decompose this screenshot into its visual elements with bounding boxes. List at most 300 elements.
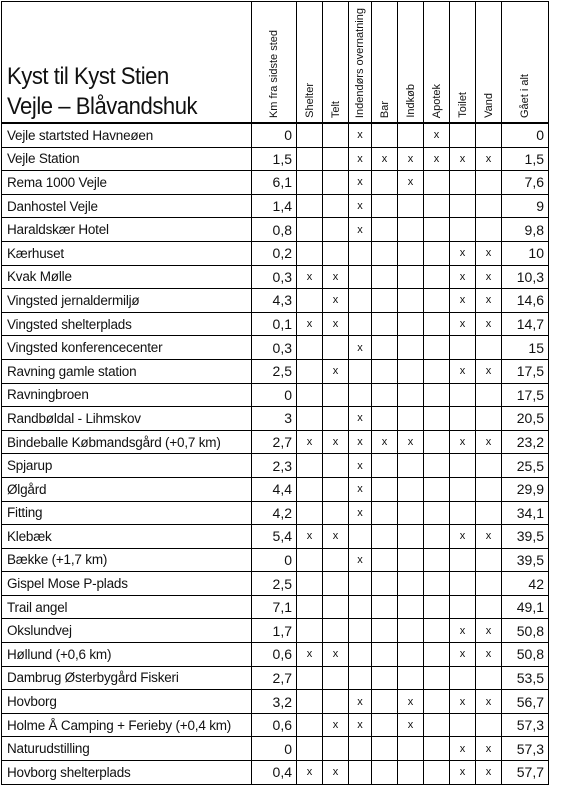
- mark-bar: [372, 289, 398, 313]
- title-line-2: Vejle – Blåvandshuk: [7, 93, 198, 120]
- total-km: 50,8: [502, 643, 549, 667]
- mark-indendoers: x: [349, 123, 372, 147]
- column-header-telt: Telt: [323, 2, 349, 124]
- mark-bar: [372, 737, 398, 761]
- mark-bar: [372, 643, 398, 667]
- location-name: Kvak Mølle: [2, 265, 252, 289]
- mark-shelter: [297, 737, 323, 761]
- mark-toilet: x: [450, 525, 476, 549]
- mark-indkoeb: [398, 218, 424, 242]
- mark-indendoers: x: [349, 477, 372, 501]
- page-title: [2, 2, 252, 124]
- mark-telt: [323, 501, 349, 525]
- mark-toilet: x: [450, 241, 476, 265]
- location-name: Rema 1000 Vejle: [2, 171, 252, 195]
- mark-toilet: x: [450, 737, 476, 761]
- mark-indendoers: [349, 265, 372, 289]
- mark-telt: [323, 454, 349, 478]
- total-km: 57,3: [502, 737, 549, 761]
- mark-vand: [476, 171, 502, 195]
- location-name: Bække (+1,7 km): [2, 548, 252, 572]
- mark-telt: [323, 666, 349, 690]
- km-from-last: 0,6: [252, 643, 297, 667]
- mark-telt: [323, 383, 349, 407]
- mark-shelter: [297, 147, 323, 171]
- mark-vand: x: [476, 289, 502, 313]
- mark-indkoeb: [398, 407, 424, 431]
- mark-bar: [372, 690, 398, 714]
- location-name: Fitting: [2, 501, 252, 525]
- mark-bar: [372, 194, 398, 218]
- mark-bar: [372, 572, 398, 596]
- mark-apotek: [424, 595, 450, 619]
- mark-indkoeb: [398, 761, 424, 785]
- mark-vand: [476, 407, 502, 431]
- mark-shelter: x: [297, 643, 323, 667]
- total-km: 1,5: [502, 147, 549, 171]
- mark-indkoeb: x: [398, 690, 424, 714]
- total-km: 50,8: [502, 619, 549, 643]
- mark-vand: x: [476, 643, 502, 667]
- km-from-last: 0,6: [252, 713, 297, 737]
- table-row: [2, 501, 549, 525]
- mark-telt: [323, 619, 349, 643]
- km-from-last: 3,2: [252, 690, 297, 714]
- location-name: Naturudstilling: [2, 737, 252, 761]
- mark-apotek: [424, 359, 450, 383]
- mark-toilet: [450, 477, 476, 501]
- mark-apotek: [424, 501, 450, 525]
- km-from-last: 1,5: [252, 147, 297, 171]
- total-km: 9,8: [502, 218, 549, 242]
- mark-apotek: [424, 690, 450, 714]
- location-name: Ravning gamle station: [2, 359, 252, 383]
- location-name: Bindeballe Købmandsgård (+0,7 km): [2, 430, 252, 454]
- mark-vand: [476, 454, 502, 478]
- mark-toilet: [450, 383, 476, 407]
- mark-indkoeb: [398, 737, 424, 761]
- mark-shelter: [297, 454, 323, 478]
- mark-telt: [323, 171, 349, 195]
- mark-vand: [476, 713, 502, 737]
- mark-toilet: x: [450, 690, 476, 714]
- km-from-last: 2,5: [252, 572, 297, 596]
- km-from-last: 3: [252, 407, 297, 431]
- mark-bar: [372, 666, 398, 690]
- mark-vand: [476, 572, 502, 596]
- table-row: [2, 241, 549, 265]
- table-row: [2, 690, 549, 714]
- mark-indendoers: x: [349, 194, 372, 218]
- table-row: [2, 477, 549, 501]
- mark-apotek: [424, 312, 450, 336]
- mark-telt: [323, 737, 349, 761]
- mark-apotek: [424, 336, 450, 360]
- table-row: [2, 265, 549, 289]
- location-name: Hovborg shelterplads: [2, 761, 252, 785]
- mark-indkoeb: [398, 289, 424, 313]
- mark-apotek: [424, 666, 450, 690]
- mark-telt: [323, 690, 349, 714]
- mark-bar: [372, 501, 398, 525]
- mark-apotek: [424, 643, 450, 667]
- location-name: Okslundvej: [2, 619, 252, 643]
- km-from-last: 2,3: [252, 454, 297, 478]
- mark-shelter: [297, 619, 323, 643]
- mark-apotek: x: [424, 123, 450, 147]
- table-row: [2, 737, 549, 761]
- km-from-last: 0,1: [252, 312, 297, 336]
- mark-toilet: x: [450, 619, 476, 643]
- mark-indendoers: x: [349, 336, 372, 360]
- column-header-apotek: Apotek: [424, 2, 450, 124]
- mark-telt: [323, 218, 349, 242]
- mark-bar: [372, 171, 398, 195]
- location-name: Spjarup: [2, 454, 252, 478]
- mark-shelter: [297, 666, 323, 690]
- mark-bar: [372, 359, 398, 383]
- km-from-last: 0: [252, 548, 297, 572]
- mark-indendoers: x: [349, 713, 372, 737]
- table-row: [2, 171, 549, 195]
- location-name: Trail angel: [2, 595, 252, 619]
- location-name: Dambrug Østerbygård Fiskeri: [2, 666, 252, 690]
- table-row: [2, 289, 549, 313]
- mark-telt: [323, 336, 349, 360]
- mark-apotek: [424, 572, 450, 596]
- mark-bar: [372, 265, 398, 289]
- mark-indkoeb: [398, 525, 424, 549]
- mark-vand: [476, 218, 502, 242]
- location-name: Kærhuset: [2, 241, 252, 265]
- table-row: [2, 619, 549, 643]
- mark-telt: [323, 147, 349, 171]
- column-header-bar: Bar: [372, 2, 398, 124]
- mark-apotek: [424, 218, 450, 242]
- total-km: 15: [502, 336, 549, 360]
- location-name: Hovborg: [2, 690, 252, 714]
- mark-telt: [323, 241, 349, 265]
- mark-apotek: [424, 713, 450, 737]
- mark-toilet: x: [450, 359, 476, 383]
- mark-shelter: x: [297, 312, 323, 336]
- mark-toilet: x: [450, 289, 476, 313]
- mark-telt: [323, 548, 349, 572]
- mark-bar: [372, 383, 398, 407]
- table-row: [2, 123, 549, 147]
- mark-bar: [372, 761, 398, 785]
- mark-indkoeb: x: [398, 147, 424, 171]
- km-from-last: 7,1: [252, 595, 297, 619]
- mark-indendoers: [349, 312, 372, 336]
- total-km: 14,6: [502, 289, 549, 313]
- mark-shelter: [297, 289, 323, 313]
- mark-indendoers: [349, 241, 372, 265]
- location-name: Vingsted konferencecenter: [2, 336, 252, 360]
- column-header-indkoeb: Indkøb: [398, 2, 424, 124]
- mark-telt: x: [323, 643, 349, 667]
- mark-shelter: x: [297, 430, 323, 454]
- mark-indendoers: x: [349, 407, 372, 431]
- mark-indkoeb: [398, 501, 424, 525]
- total-km: 14,7: [502, 312, 549, 336]
- mark-indkoeb: [398, 194, 424, 218]
- column-header-indendoers: Indendørs overnatning: [349, 2, 372, 124]
- location-name: Vejle startsted Havneøen: [2, 123, 252, 147]
- mark-vand: x: [476, 690, 502, 714]
- table-row: [2, 336, 549, 360]
- mark-indkoeb: [398, 572, 424, 596]
- km-from-last: 0,4: [252, 761, 297, 785]
- table-row: [2, 407, 549, 431]
- mark-indkoeb: [398, 359, 424, 383]
- mark-indkoeb: [398, 595, 424, 619]
- km-from-last: 2,5: [252, 359, 297, 383]
- mark-indendoers: x: [349, 171, 372, 195]
- km-from-last: 0,3: [252, 336, 297, 360]
- mark-shelter: x: [297, 265, 323, 289]
- mark-bar: [372, 525, 398, 549]
- mark-vand: x: [476, 312, 502, 336]
- mark-apotek: [424, 477, 450, 501]
- mark-vand: x: [476, 241, 502, 265]
- mark-indendoers: [349, 359, 372, 383]
- mark-bar: x: [372, 147, 398, 171]
- mark-indkoeb: x: [398, 171, 424, 195]
- total-km: 9: [502, 194, 549, 218]
- km-from-last: 5,4: [252, 525, 297, 549]
- mark-bar: [372, 407, 398, 431]
- km-from-last: 4,4: [252, 477, 297, 501]
- mark-shelter: [297, 407, 323, 431]
- mark-toilet: [450, 666, 476, 690]
- table-row: [2, 643, 549, 667]
- mark-telt: [323, 194, 349, 218]
- total-km: 57,3: [502, 713, 549, 737]
- km-from-last: 0,8: [252, 218, 297, 242]
- mark-indendoers: x: [349, 430, 372, 454]
- mark-toilet: x: [450, 430, 476, 454]
- mark-bar: [372, 336, 398, 360]
- mark-apotek: [424, 194, 450, 218]
- km-from-last: 0: [252, 123, 297, 147]
- title-line-1: Kyst til Kyst Stien: [7, 63, 169, 90]
- location-name: Klebæk: [2, 525, 252, 549]
- total-km: 10,3: [502, 265, 549, 289]
- mark-apotek: [424, 289, 450, 313]
- table-row: [2, 218, 549, 242]
- mark-apotek: [424, 525, 450, 549]
- mark-shelter: [297, 690, 323, 714]
- mark-shelter: [297, 572, 323, 596]
- mark-telt: [323, 477, 349, 501]
- total-km: 49,1: [502, 595, 549, 619]
- total-km: 17,5: [502, 359, 549, 383]
- table-row: [2, 666, 549, 690]
- km-from-last: 4,3: [252, 289, 297, 313]
- mark-toilet: [450, 595, 476, 619]
- mark-indkoeb: [398, 548, 424, 572]
- location-name: Ølgård: [2, 477, 252, 501]
- table-row: [2, 147, 549, 171]
- mark-indendoers: [349, 666, 372, 690]
- mark-indkoeb: [398, 123, 424, 147]
- mark-vand: x: [476, 147, 502, 171]
- mark-toilet: [450, 218, 476, 242]
- table-row: [2, 359, 549, 383]
- mark-apotek: [424, 761, 450, 785]
- mark-apotek: [424, 171, 450, 195]
- mark-indendoers: x: [349, 690, 372, 714]
- km-from-last: 0: [252, 737, 297, 761]
- mark-indkoeb: [398, 666, 424, 690]
- km-from-last: 6,1: [252, 171, 297, 195]
- location-name: Høllund (+0,6 km): [2, 643, 252, 667]
- mark-shelter: [297, 218, 323, 242]
- mark-toilet: x: [450, 265, 476, 289]
- mark-indendoers: x: [349, 147, 372, 171]
- mark-indendoers: x: [349, 454, 372, 478]
- mark-shelter: [297, 171, 323, 195]
- mark-toilet: [450, 171, 476, 195]
- table-row: [2, 572, 549, 596]
- mark-vand: x: [476, 737, 502, 761]
- total-km: 20,5: [502, 407, 549, 431]
- table-row: [2, 454, 549, 478]
- mark-vand: x: [476, 265, 502, 289]
- km-from-last: 0,2: [252, 241, 297, 265]
- mark-toilet: [450, 123, 476, 147]
- mark-indkoeb: [398, 383, 424, 407]
- table-row: [2, 548, 549, 572]
- mark-telt: x: [323, 359, 349, 383]
- mark-indkoeb: [398, 643, 424, 667]
- mark-bar: [372, 713, 398, 737]
- mark-vand: x: [476, 430, 502, 454]
- mark-shelter: [297, 501, 323, 525]
- mark-bar: [372, 241, 398, 265]
- column-header-vand: Vand: [476, 2, 502, 124]
- mark-vand: [476, 666, 502, 690]
- mark-indendoers: [349, 737, 372, 761]
- mark-bar: [372, 548, 398, 572]
- mark-indkoeb: [398, 336, 424, 360]
- mark-shelter: [297, 194, 323, 218]
- total-km: 10: [502, 241, 549, 265]
- mark-telt: [323, 595, 349, 619]
- mark-indkoeb: x: [398, 713, 424, 737]
- mark-indkoeb: [398, 619, 424, 643]
- route-table: [1, 1, 549, 785]
- total-km: 7,6: [502, 171, 549, 195]
- mark-vand: [476, 548, 502, 572]
- mark-apotek: [424, 265, 450, 289]
- mark-vand: [476, 383, 502, 407]
- mark-shelter: [297, 359, 323, 383]
- mark-shelter: x: [297, 525, 323, 549]
- mark-apotek: [424, 407, 450, 431]
- mark-toilet: x: [450, 147, 476, 171]
- mark-toilet: [450, 454, 476, 478]
- mark-shelter: [297, 241, 323, 265]
- mark-apotek: x: [424, 147, 450, 171]
- location-name: Vejle Station: [2, 147, 252, 171]
- location-name: Ravningbroen: [2, 383, 252, 407]
- location-name: Haraldskær Hotel: [2, 218, 252, 242]
- km-from-last: 1,4: [252, 194, 297, 218]
- mark-bar: [372, 312, 398, 336]
- mark-apotek: [424, 430, 450, 454]
- mark-indendoers: [349, 761, 372, 785]
- mark-shelter: x: [297, 761, 323, 785]
- km-from-last: 2,7: [252, 430, 297, 454]
- mark-vand: [476, 194, 502, 218]
- location-name: Holme Å Camping + Ferieby (+0,4 km): [2, 713, 252, 737]
- mark-shelter: [297, 336, 323, 360]
- column-header-toilet: Toilet: [450, 2, 476, 124]
- mark-bar: [372, 123, 398, 147]
- mark-vand: [476, 477, 502, 501]
- km-from-last: 0: [252, 383, 297, 407]
- table-row: [2, 761, 549, 785]
- mark-indendoers: [349, 525, 372, 549]
- total-km: 57,7: [502, 761, 549, 785]
- table-row: [2, 595, 549, 619]
- mark-telt: x: [323, 525, 349, 549]
- location-name: Randbøldal - Lihmskov: [2, 407, 252, 431]
- mark-apotek: [424, 619, 450, 643]
- mark-telt: [323, 123, 349, 147]
- location-name: Vingsted jernaldermiljø: [2, 289, 252, 313]
- mark-bar: [372, 619, 398, 643]
- mark-vand: x: [476, 761, 502, 785]
- location-name: Vingsted shelterplads: [2, 312, 252, 336]
- mark-toilet: [450, 336, 476, 360]
- mark-vand: x: [476, 525, 502, 549]
- mark-telt: x: [323, 265, 349, 289]
- mark-toilet: x: [450, 643, 476, 667]
- table-row: [2, 312, 549, 336]
- mark-toilet: [450, 713, 476, 737]
- mark-indkoeb: [398, 477, 424, 501]
- mark-toilet: x: [450, 761, 476, 785]
- mark-vand: [476, 501, 502, 525]
- mark-shelter: [297, 548, 323, 572]
- mark-vand: [476, 123, 502, 147]
- mark-vand: [476, 336, 502, 360]
- mark-telt: [323, 572, 349, 596]
- mark-indendoers: x: [349, 548, 372, 572]
- mark-vand: x: [476, 359, 502, 383]
- mark-apotek: [424, 454, 450, 478]
- mark-apotek: [424, 383, 450, 407]
- location-name: Danhostel Vejle: [2, 194, 252, 218]
- mark-toilet: [450, 501, 476, 525]
- total-km: 23,2: [502, 430, 549, 454]
- mark-bar: x: [372, 430, 398, 454]
- mark-bar: [372, 454, 398, 478]
- total-km: 29,9: [502, 477, 549, 501]
- mark-telt: x: [323, 289, 349, 313]
- mark-telt: [323, 407, 349, 431]
- location-name: Gispel Mose P-plads: [2, 572, 252, 596]
- mark-telt: x: [323, 312, 349, 336]
- mark-vand: x: [476, 619, 502, 643]
- column-header-total: Gået i alt: [502, 2, 549, 124]
- mark-indendoers: [349, 289, 372, 313]
- total-km: 25,5: [502, 454, 549, 478]
- total-km: 53,5: [502, 666, 549, 690]
